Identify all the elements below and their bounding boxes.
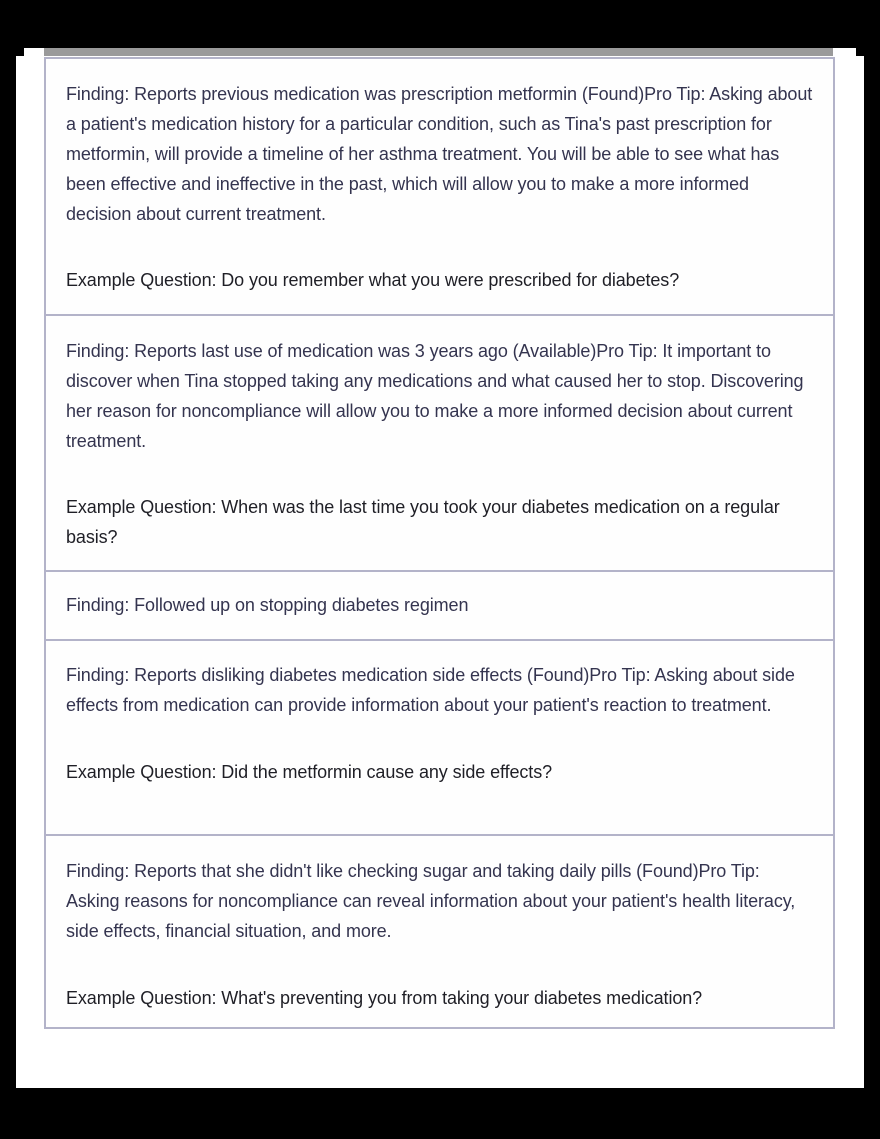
finding-text: Finding: Reports disliking diabetes medication side effects (Found)Pro Tip: Asking about side effects from medication can provide information about your patient's reaction to treatment.: [66, 665, 795, 715]
finding-text: Finding: Reports last use of medication was 3 years ago (Available)Pro Tip: It important to discover when Tina stopped taking any medications and what caused her to stop. Discovering her reason for noncompliance will allow you to make a more informed decision about current treatment.: [66, 341, 804, 451]
findings-table: [44, 57, 835, 1029]
finding-text: Finding: Reports previous medication was prescription metformin (Found)Pro Tip: Asking about a patient's medication history for a particular condition, such as Tina's past prescription for metformin, will provide a timeline of her asthma treatment. You will be able to see what has been effective and ineffective in the past, which will allow you to make a more informed decision about current treatment.: [66, 84, 813, 224]
example-question: Example Question: What's preventing you from taking your diabetes medication?: [66, 988, 703, 1008]
finding-row: [46, 834, 833, 1027]
finding-row: [46, 570, 833, 639]
table-header-bar: [44, 48, 833, 56]
example-question: Example Question: When was the last time you took your diabetes medication on a regular basis?: [66, 497, 780, 547]
example-question: Example Question: Did the metformin cause any side effects?: [66, 762, 553, 782]
example-question: Example Question: Do you remember what you were prescribed for diabetes?: [66, 270, 680, 290]
finding-row: [46, 639, 833, 834]
finding-text: Finding: Reports that she didn't like checking sugar and taking daily pills (Found)Pro Tip: Asking reasons for noncompliance can reveal information about your patient's health literacy, side effects, financial situation, and more.: [66, 861, 796, 941]
finding-row: [46, 314, 833, 570]
finding-text: Finding: Followed up on stopping diabetes regimen: [66, 595, 469, 615]
finding-row: [46, 59, 833, 314]
